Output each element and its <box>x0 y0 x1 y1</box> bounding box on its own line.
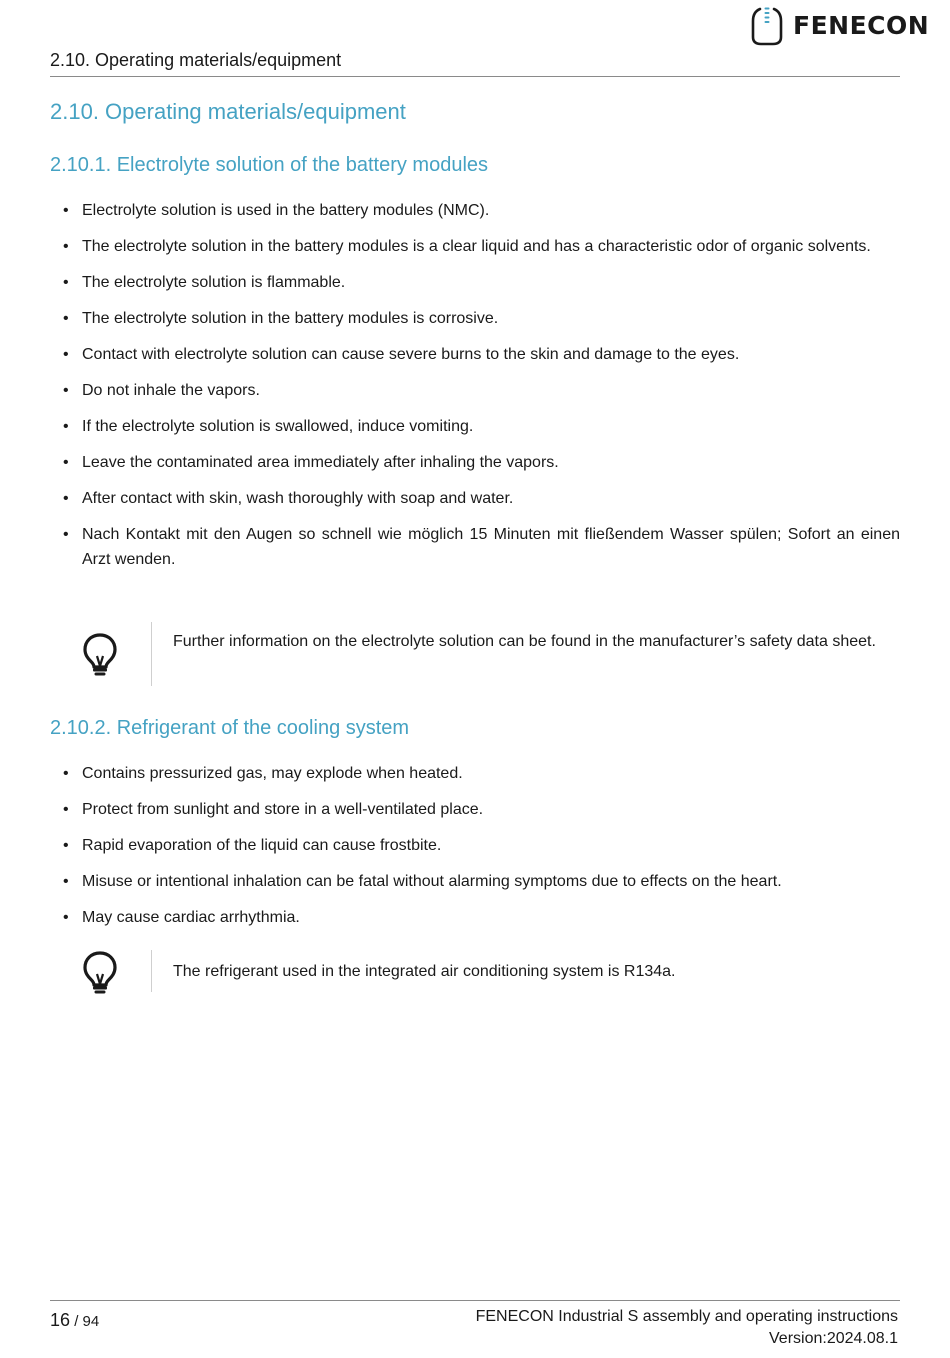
tip-divider <box>151 950 152 992</box>
list-item: • The electrolyte solution is flammable. <box>63 270 900 295</box>
fenecon-logo-icon <box>751 6 783 46</box>
list-item: • Do not inhale the vapors. <box>63 378 900 403</box>
list-item: • Electrolyte solution is used in the battery modules (NMC). <box>63 198 900 223</box>
refrigerant-bullet-list <box>63 761 900 941</box>
running-header: 2.10. Operating materials/equipment <box>50 50 342 70</box>
header-divider <box>50 76 900 77</box>
list-item: • The electrolyte solution in the battery modules is a clear liquid and has a characteristic odor of organic solvents. <box>63 234 900 259</box>
list-item: • The electrolyte solution in the battery modules is corrosive. <box>63 306 900 331</box>
section-title: 2.10. Operating materials/equipment <box>50 99 406 124</box>
tip-callout-electrolyte <box>70 622 900 686</box>
list-item: • Leave the contaminated area immediately after inhaling the vapors. <box>63 450 900 475</box>
list-item: • After contact with skin, wash thoroughly with soap and water. <box>63 486 900 511</box>
list-item: • May cause cardiac arrhythmia. <box>63 905 900 930</box>
footer-doc-title: FENECON Industrial S assembly and operating instructions <box>475 1308 898 1325</box>
list-item: • Rapid evaporation of the liquid can cause frostbite. <box>63 833 900 858</box>
logo-text: FENECON <box>793 11 930 40</box>
footer-document-info <box>476 1306 898 1350</box>
tip-text: Further information on the electrolyte solution can be found in the manufacturer’s safety data sheet. <box>173 633 876 650</box>
footer-divider <box>50 1300 900 1301</box>
page-current: 16 <box>50 1310 71 1330</box>
tip-callout-refrigerant <box>70 950 900 992</box>
electrolyte-bullet-list <box>63 198 900 583</box>
subsection-heading-electrolyte: 2.10.1. Electrolyte solution of the battery modules <box>50 154 489 176</box>
list-item: • Contact with electrolyte solution can cause severe burns to the skin and damage to the eyes. <box>63 342 900 367</box>
list-item: • Contains pressurized gas, may explode when heated. <box>63 761 900 786</box>
list-item: • Misuse or intentional inhalation can be fatal without alarming symptoms due to effects on the heart. <box>63 869 900 894</box>
list-item: • If the electrolyte solution is swallowed, induce vomiting. <box>63 414 900 439</box>
tip-divider <box>151 622 152 686</box>
lightbulb-icon <box>82 950 118 994</box>
list-item: • Nach Kontakt mit den Augen so schnell wie möglich 15 Minuten mit fließendem Wasser spülen; Sofort an einen Arzt wenden. <box>63 522 900 572</box>
list-item: • Protect from sunlight and store in a well-ventilated place. <box>63 797 900 822</box>
brand-logo <box>751 6 929 46</box>
page-total: / 94 <box>70 1313 100 1330</box>
page-number <box>50 1310 99 1331</box>
tip-text: The refrigerant used in the integrated air conditioning system is R134a. <box>173 963 676 980</box>
lightbulb-icon <box>82 632 118 676</box>
subsection-heading-refrigerant: 2.10.2. Refrigerant of the cooling system <box>50 717 410 739</box>
footer-version: Version:2024.08.1 <box>769 1330 898 1347</box>
